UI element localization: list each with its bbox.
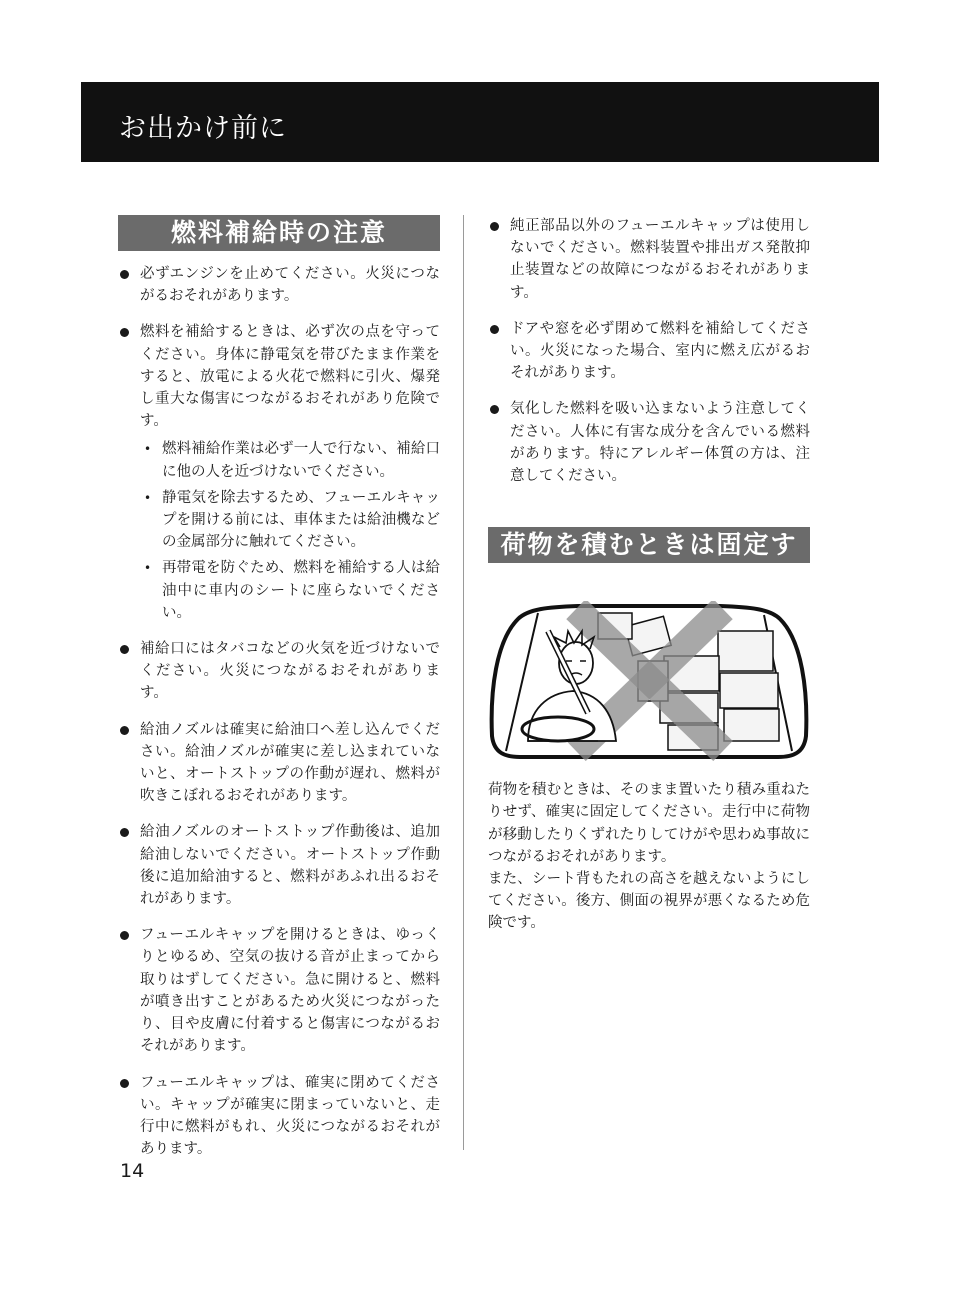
left-column	[118, 215, 440, 1160]
list-item: ドアや窓を必ず閉めて燃料を補給してください。火災になった場合、室内に燃え広がるおそれがあります。	[488, 318, 810, 385]
list-item: 必ずエンジンを止めてください。火災につながるおそれがあります。	[118, 263, 440, 307]
sub-list-item: • 再帯電を防ぐため、燃料を補給する人は給油中に車内のシートに座らないでください。	[140, 557, 440, 624]
refueling-precautions-list-continued	[488, 215, 810, 487]
refueling-precautions-list	[118, 263, 440, 1160]
cargo-warning-illustration	[488, 601, 810, 761]
list-item: フューエルキャップを開けるときは、ゆっくりとゆるめ、空気の抜ける音が止まってから取りはずしてください。急に開けると、燃料が噴き出すことがあるため火災につながったり、目や皮膚に付着すると傷害につながるおそれがあります。	[118, 924, 440, 1057]
cargo-paragraph-1: 荷物を積むときは、そのまま置いたり積み重ねたりせず、確実に固定してください。走行中に荷物が移動したりくずれたりしてけがや思わぬ事故につながるおそれがあります。	[488, 782, 810, 865]
list-item: フューエルキャップは、確実に閉めてください。キャップが確実に閉まっていないと、走行中に燃料がもれ、火災につながるおそれがあります。	[118, 1072, 440, 1161]
sub-list	[140, 438, 440, 624]
list-item: 給油ノズルは確実に給油口へ差し込んでください。給油ノズルが確実に差し込まれていないと、オートストップの作動が遅れ、燃料が吹きこぼれるおそれがあります。	[118, 719, 440, 808]
sub-list-item: • 燃料補給作業は必ず一人で行ない、補給口に他の人を近づけないでください。	[140, 438, 440, 482]
right-column	[488, 215, 810, 935]
list-item	[118, 321, 440, 624]
column-divider	[463, 215, 464, 1150]
list-item: 給油ノズルのオートストップ作動後は、追加給油しないでください。オートストップ作動後に追加給油すると、燃料があふれ出るおそれがあります。	[118, 821, 440, 910]
page-number: 14	[120, 1160, 145, 1182]
list-item: 補給口にはタバコなどの火気を近づけないでください。火災につながるおそれがあります。	[118, 638, 440, 705]
page-header-title: お出かけ前に	[119, 113, 287, 144]
list-item: 気化した燃料を吸い込まないよう注意してください。人体に有害な成分を含んでいる燃料があります。特にアレルギー体質の方は、注意してください。	[488, 398, 810, 487]
section-title-cargo: 荷物を積むときは固定する	[488, 527, 810, 563]
cargo-paragraph-2: また、シート背もたれの高さを越えないようにしてください。後方、側面の視界が悪くなるため危険です。	[488, 871, 810, 932]
sub-list-item: • 静電気を除去するため、フューエルキャップを開ける前には、車体または給油機などの金属部分に触れてください。	[140, 487, 440, 554]
list-item: 純正部品以外のフューエルキャップは使用しないでください。燃料装置や排出ガス発散抑止装置などの故障につながるおそれがあります。	[488, 215, 810, 304]
header-bar	[81, 82, 879, 162]
cargo-text	[488, 779, 810, 934]
section-title-refueling: 燃料補給時の注意	[118, 215, 440, 251]
list-item-text: 燃料を補給するときは、必ず次の点を守ってください。身体に静電気を帯びたまま作業をすると、放電による火花で燃料に引火、爆発し重大な傷害につながるおそれがあり危険です。	[140, 324, 440, 430]
